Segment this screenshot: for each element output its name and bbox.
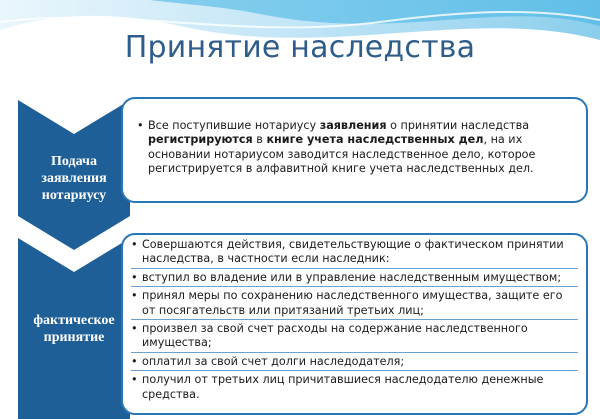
page-title: Принятие наследства: [124, 30, 476, 65]
stage-arrow-filing: [18, 100, 130, 250]
stage-label-actual: фактическое принятие: [33, 313, 115, 345]
list-item: • вступил во владение или в управление наследственным имуществом;: [131, 271, 578, 287]
list-item: • получил от третьих лиц причитавшиеся наследодателю денежные средства.: [131, 373, 578, 403]
list-item: • оплатил за свой счет долги наследодателя;: [131, 355, 578, 371]
list-item: • принял меры по сохранению наследственного имущества, защите его от посягательств или притязаний третьих лиц;: [131, 289, 578, 320]
stage-description-filing: [121, 97, 588, 203]
list-item: • Все поступившие нотариусу заявления о принятии наследства регистрируются в книге учета наследственных дел, на их основании нотариусом заводится наследственное дело, которое регистрируется в алфавитной книге учета наследственных дел.: [137, 119, 576, 177]
stage-label-filing: Подача заявления нотариусу: [41, 154, 107, 203]
list-item: • Совершаются действия, свидетельствующие о фактическом принятии наследства, в частности если наследник:: [131, 238, 578, 269]
stage-description-actual: [121, 233, 588, 415]
list-item: • произвел за свой счет расходы на содержание наследственного имущества;: [131, 322, 578, 353]
stage-arrow-actual: [18, 238, 130, 419]
